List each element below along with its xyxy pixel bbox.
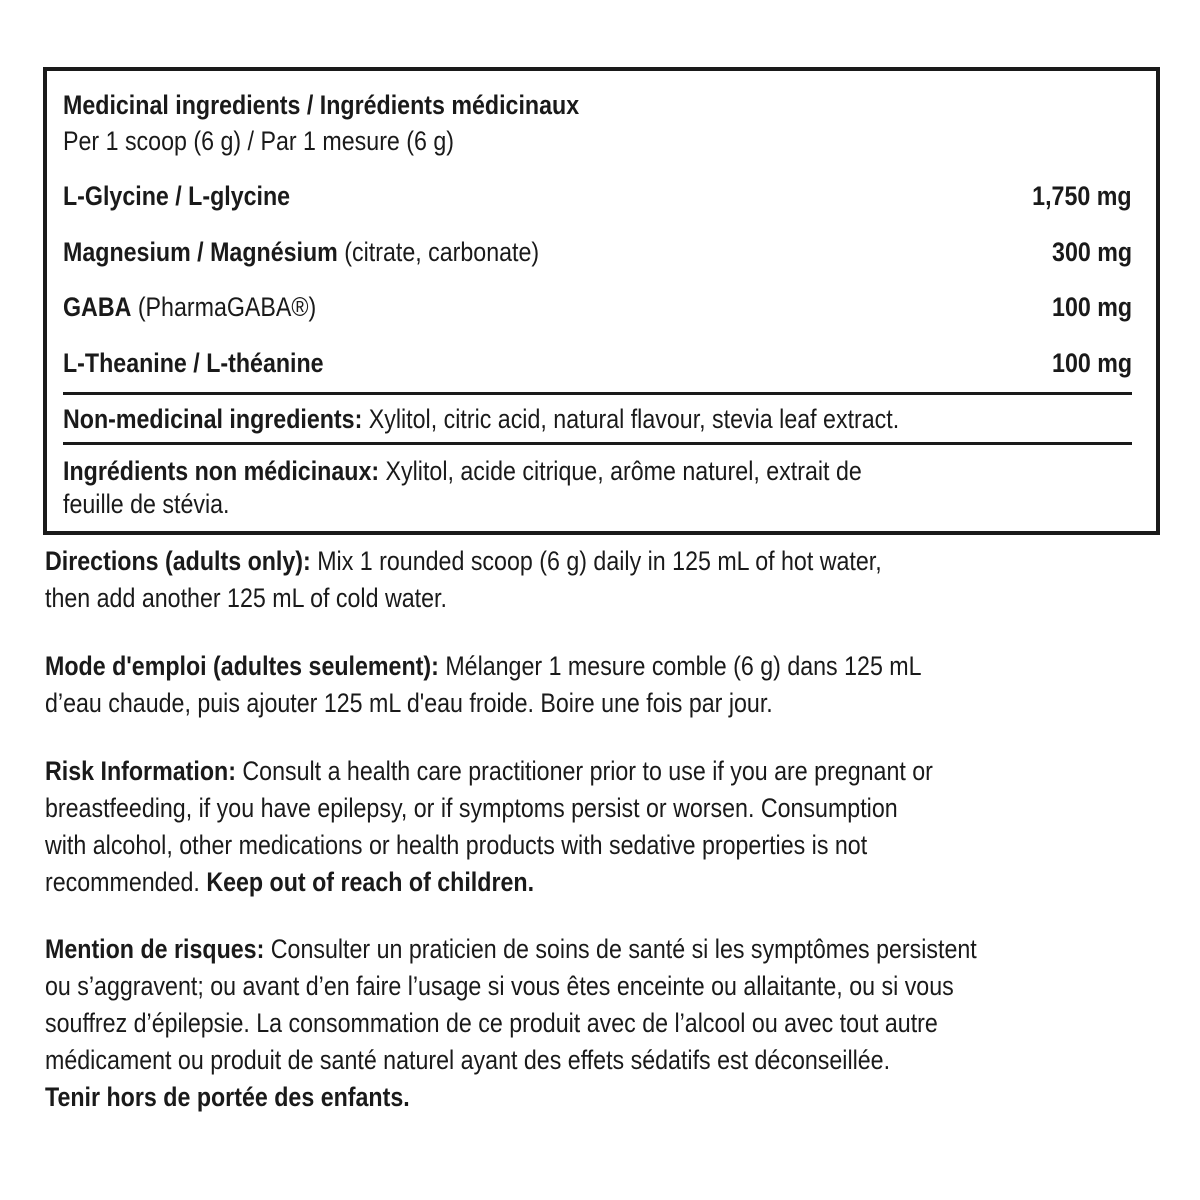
risk-information-fr [45, 931, 1165, 1116]
risk-en-text: Consult a health care practitioner prior to use if you are pregnant or [235, 756, 933, 786]
ingredient-row [63, 179, 1132, 213]
non-medicinal-en [63, 402, 1035, 436]
non-medicinal-fr-text-2: feuille de stévia. [63, 489, 230, 519]
non-medicinal-en-text: Xylitol, citric acid, natural flavour, stevia leaf extract. [362, 404, 900, 434]
risk-fr-text-4: médicament ou produit de santé naturel ayant des effets sédatifs est déconseillée. [45, 1045, 891, 1075]
divider [63, 392, 1132, 395]
panel-title-text: Medicinal ingredients / Ingrédients médicinaux [63, 90, 580, 120]
directions-en-text-2: then add another 125 mL of cold water. [45, 583, 447, 613]
risk-en-warning: Keep out of reach of children. [206, 867, 535, 897]
medicinal-ingredients-panel [43, 67, 1160, 535]
ingredient-row [63, 346, 1132, 380]
directions-en-text: Mix 1 rounded scoop (6 g) daily in 125 mL of hot water, [310, 546, 882, 576]
serving-size-text: Per 1 scoop (6 g) / Par 1 mesure (6 g) [63, 126, 455, 156]
non-medicinal-fr-text: Xylitol, acide citrique, arôme naturel, extrait de [379, 456, 862, 486]
risk-fr-text-3: souffrez d’épilepsie. La consommation de ce produit avec de l’alcool ou avec tout autre [45, 1008, 938, 1038]
directions-fr-text: Mélanger 1 mesure comble (6 g) dans 125 mL [438, 651, 922, 681]
ingredient-amount: 300 mg [1051, 237, 1132, 267]
ingredient-amount: 1,750 mg [1032, 181, 1132, 211]
risk-fr-label: Mention de risques: [45, 934, 265, 964]
risk-fr-text: Consulter un praticien de soins de santé si les symptômes persistent [264, 934, 977, 964]
directions-fr-text-2: d’eau chaude, puis ajouter 125 mL d'eau froide. Boire une fois par jour. [45, 688, 773, 718]
risk-en-text-3: with alcohol, other medications or health products with sedative properties is not [45, 830, 868, 860]
ingredient-amount: 100 mg [1051, 292, 1132, 322]
ingredient-name: Magnesium / Magnésium (citrate, carbonate) [63, 237, 540, 267]
risk-en-text-4: recommended. [45, 867, 207, 897]
non-medicinal-fr [63, 454, 992, 488]
panel-title [63, 89, 663, 121]
ingredient-name: L-Glycine / L-glycine [63, 181, 291, 211]
risk-en-label: Risk Information: [45, 756, 236, 786]
non-medicinal-en-label: Non-medicinal ingredients: [63, 404, 363, 434]
serving-size [63, 125, 518, 157]
directions-fr [45, 648, 1165, 722]
directions-en-label: Directions (adults only): [45, 546, 311, 576]
ingredient-name: GABA (PharmaGABA®) [63, 292, 317, 322]
risk-information-en [45, 753, 1165, 901]
risk-fr-warning: Tenir hors de portée des enfants. [45, 1082, 410, 1112]
ingredient-row [63, 235, 1132, 269]
directions-en [45, 543, 1165, 617]
risk-fr-text-2: ou s’aggravent; ou avant d’en faire l’usage si vous êtes enceinte ou allaitante, ou si vous [45, 971, 954, 1001]
ingredient-amount: 100 mg [1051, 348, 1132, 378]
directions-fr-label: Mode d'emploi (adultes seulement): [45, 651, 439, 681]
risk-en-text-2: breastfeeding, if you have epilepsy, or if symptoms persist or worsen. Consumption [45, 793, 898, 823]
non-medicinal-fr-cont [63, 487, 257, 521]
ingredient-name: L-Theanine / L-théanine [63, 348, 324, 378]
non-medicinal-fr-label: Ingrédients non médicinaux: [63, 456, 380, 486]
ingredient-row [63, 290, 1132, 324]
divider [63, 442, 1132, 445]
